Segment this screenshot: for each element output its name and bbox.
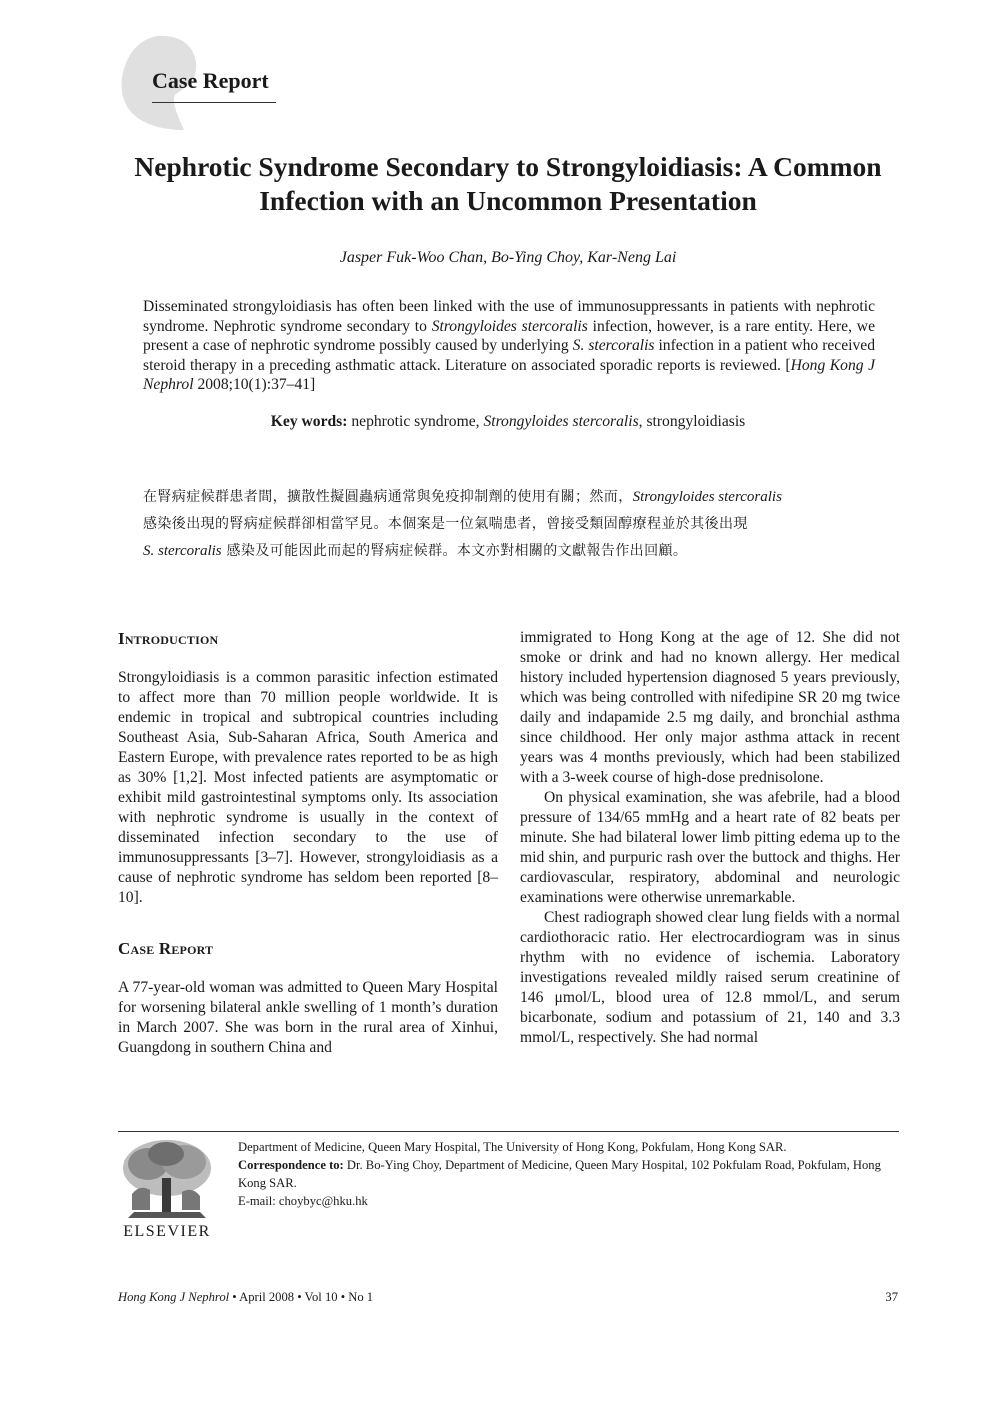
right-column xyxy=(520,628,900,1048)
abstract-journal: Hong Kong J Nephrol xyxy=(143,356,876,393)
introduction-heading: Introduction xyxy=(118,629,219,648)
section-label-underline xyxy=(152,102,276,103)
abstract-species: Strongyloides stercoralis xyxy=(431,317,588,335)
publisher-name: ELSEVIER xyxy=(123,1223,211,1240)
investigations-paragraph: Chest radiograph showed clear lung fields with a normal cardiothoracic ratio. Her electrocardiogram was in sinus rhythm with no evidence of ischemia. Laboratory investigations revealed mildly raised serum creatinine of 146 μmol/L, blood urea of 12.8 mmol/L, and serum bicarbonate, sodium and potassium of 21, 140 and 3.3 mmol/L, respectively. She had normal xyxy=(520,909,900,1046)
email: E-mail: choybyc@hku.hk xyxy=(238,1194,368,1208)
abstract-text: Disseminated strongyloidiasis has often been linked with the use of immunosuppressants in patients with nephrotic syndrome. Nephrotic syndrome secondary to xyxy=(143,298,875,335)
history-paragraph: immigrated to Hong Kong at the age of 12. She did not smoke or drink and had no known allergy. Her medical history included hypertension diagnosed 5 years previously, which was being controlled with nifedipine SR 20 mg twice daily and indapamide 2.5 mg daily, and bronchial asthma since childhood. Her only major asthma attack in recent years was 4 months previously, which had been stabilized with a 3-week course of high-dose prednisolone. xyxy=(520,629,900,786)
case-report-paragraph: A 77-year-old woman was admitted to Queen Mary Hospital for worsening bilateral ankle swelling of 1 month’s duration in March 2007. She was born in the rural area of Xinhui, Guangdong in southern China and xyxy=(118,979,498,1056)
keywords-text: , strongyloidiasis xyxy=(638,413,746,430)
chinese-species: Strongyloides stercoralis xyxy=(632,489,782,505)
elsevier-tree-icon xyxy=(118,1138,216,1222)
journal-footer xyxy=(118,1290,373,1305)
affiliation-block xyxy=(238,1138,900,1210)
author-list: Jasper Fuk-Woo Chan, Bo-Ying Choy, Kar-Neng Lai xyxy=(339,249,677,266)
chinese-text: 感染後出現的腎病症候群卻相當罕見。本個案是一位氣喘患者，曾接受類固醇療程並於其後出現 xyxy=(143,516,748,532)
keywords xyxy=(100,413,916,431)
correspondence xyxy=(238,1156,900,1192)
footnote-divider xyxy=(118,1131,899,1132)
keywords-label: Key words: xyxy=(270,413,348,430)
examination-paragraph: On physical examination, she was afebrile, had a blood pressure of 134/65 mmHg and a heart rate of 82 beats per minute. She had bilateral lower limb pitting edema up to the mid shin, and purpuric rash over the buttock and thighs. Her cardiovascular, respiratory, abdominal and neurologic examinations were otherwise unremarkable. xyxy=(520,789,900,906)
correspondence-label: Correspondence to: xyxy=(238,1158,344,1172)
issue-info: • April 2008 • Vol 10 • No 1 xyxy=(229,1290,374,1304)
title-line-1: Nephrotic Syndrome Secondary to Strongyloidiasis: A Common xyxy=(134,151,882,182)
affiliation: Department of Medicine, Queen Mary Hospital, The University of Hong Kong, Pokfulam, Hong Kong SAR. xyxy=(238,1140,787,1154)
abstract-text: infection in a patient who received steroid therapy in a preceding asthmatic attack. Literature on associated sporadic reports is reviewed. [ xyxy=(143,337,875,374)
section-label: Case Report xyxy=(152,68,269,93)
publisher-logo xyxy=(118,1138,216,1244)
article-title xyxy=(100,150,916,218)
chinese-text: 感染及可能因此而起的腎病症候群。本文亦對相關的文獻報告作出回顧。 xyxy=(221,543,688,559)
journal-name: Hong Kong J Nephrol xyxy=(118,1290,230,1304)
abstract-text: infection, however, is a rare entity. Here, we present a case of nephrotic syndrome possibly caused by underlying xyxy=(143,317,875,354)
page-number: 37 xyxy=(885,1290,898,1304)
left-column xyxy=(118,628,498,1058)
introduction-paragraph: Strongyloidiasis is a common parasitic infection estimated to affect more than 70 million people worldwide. It is endemic in tropical and subtropical countries including Southeast Asia, Sub-Saharan Africa, South America and Eastern Europe, with prevalence rates reported to be as high as 30% [1,2]. Most infected patients are asymptomatic or exhibit mild gastrointestinal symptoms only. Its association with nephrotic syndrome is usually in the context of disseminated infection secondary to the use of immunosuppressants [3–7]. However, strongyloidiasis as a cause of nephrotic syndrome has seldom been reported [8–10]. xyxy=(118,669,498,906)
keywords-text: nephrotic syndrome, xyxy=(347,413,484,430)
abstract-species-short: S. stercoralis xyxy=(572,337,655,354)
correspondence-text: Dr. Bo-Ying Choy, Department of Medicine, Queen Mary Hospital, 102 Pokfulam Road, Pokfulam, Hong Kong SAR. xyxy=(238,1158,881,1190)
title-line-2: Infection with an Uncommon Presentation xyxy=(259,185,757,216)
case-report-heading: Case Report xyxy=(118,939,214,958)
abstract-citation: 2008;10(1):37–41] xyxy=(193,376,316,393)
chinese-abstract xyxy=(143,484,877,565)
chinese-species-short: S. stercoralis xyxy=(143,543,222,559)
keywords-species: Strongyloides stercoralis xyxy=(483,413,639,430)
abstract xyxy=(143,297,875,395)
chinese-text: 在腎病症候群患者間，擴散性擬圓蟲病通常與免疫抑制劑的使用有關；然而， xyxy=(143,489,633,505)
